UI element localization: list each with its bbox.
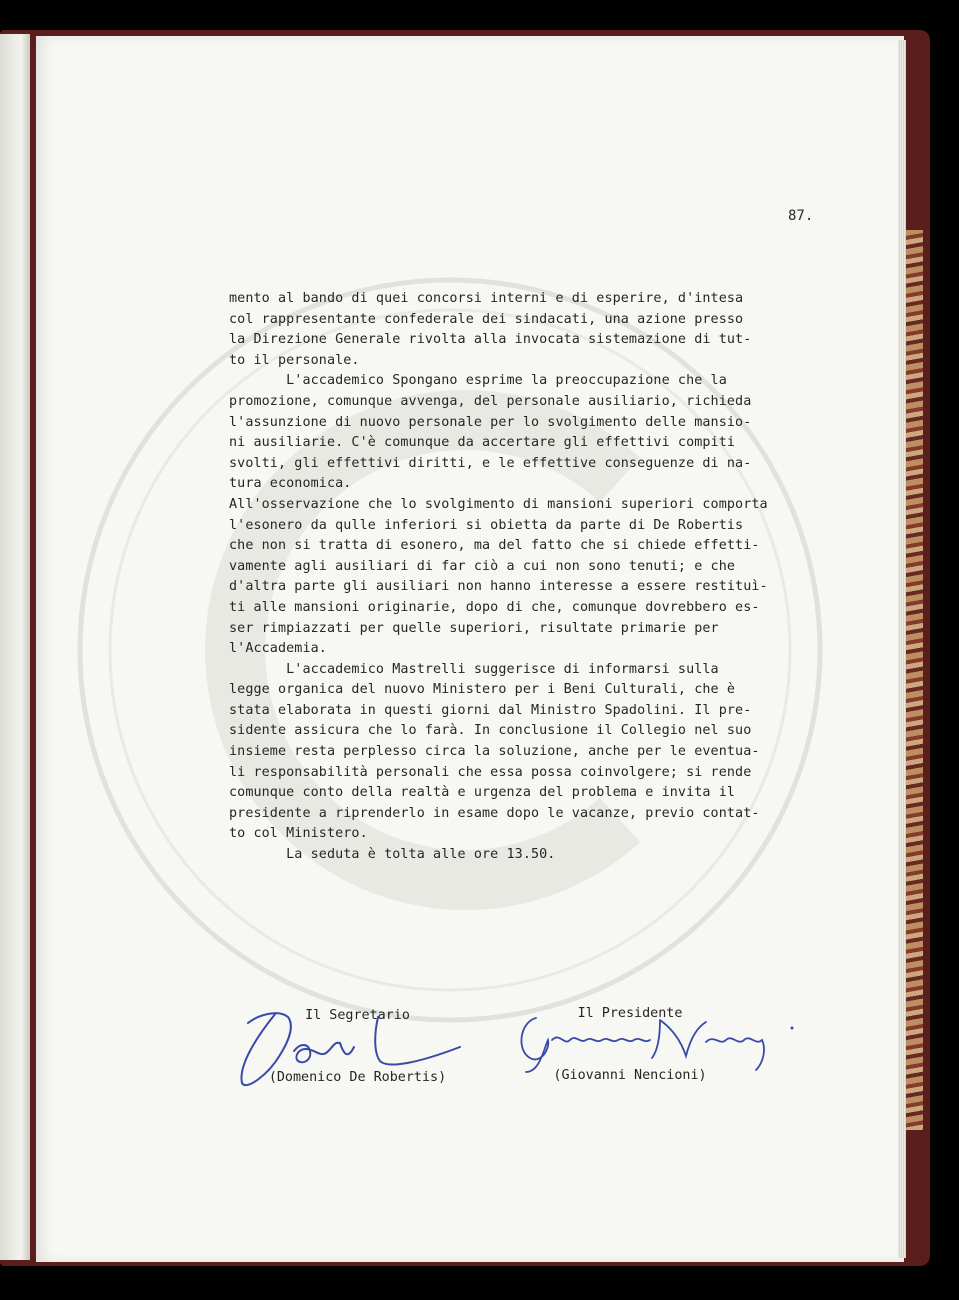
body-line: d'altra parte gli ausiliari non hanno interesse a essere restituì- <box>229 579 768 595</box>
body-line: L'accademico Spongano esprime la preoccupazione che la <box>229 373 727 389</box>
page-number: 87. <box>788 208 814 224</box>
secretary-name: (Domenico De Robertis) <box>268 1069 447 1085</box>
body-line: comunque conto della realtà e urgenza del problema e invita il <box>229 785 736 801</box>
body-line: li responsabilità personali che essa possa coinvolgere; si rende <box>229 764 752 780</box>
body-line: legge organica del nuovo Ministero per i Beni Culturali, che è <box>229 682 736 698</box>
body-line: promozione, comunque avvenga, del personale ausiliario, richieda <box>229 393 752 409</box>
body-line: presidente a riprenderlo in esame dopo le vacanze, previo contat- <box>229 805 760 821</box>
body-line: ser rimpiazzati per quelle superiori, risultate primarie per <box>229 620 719 636</box>
body-line: col rappresentante confederale dei sindacati, una azione presso <box>229 311 744 327</box>
body-line: insieme resta perplesso circa la soluzione, anche per le eventua- <box>229 744 760 760</box>
body-line: ti alle mansioni originarie, dopo di che, comunque dovrebbero es- <box>229 599 760 615</box>
marbled-endpaper <box>905 230 923 1130</box>
body-line: mento al bando di quei concorsi interni e di esperire, d'intesa <box>229 291 744 306</box>
president-signature-block <box>540 963 720 1107</box>
secretary-role: Il Segretario <box>305 1008 410 1024</box>
secretary-signature-block <box>255 965 460 1109</box>
body-text <box>229 289 829 866</box>
body-line: sidente assicura che lo farà. In conclusione il Collegio nel suo <box>229 723 752 739</box>
body-line: ni ausiliarie. C'è comunque da accertare gli effettivi compiti <box>229 435 736 451</box>
body-line: la Direzione Generale rivolta alla invocata sistemazione di tut- <box>229 332 752 348</box>
body-line: vamente agli ausiliari di far ciò a cui non sono tenuti; e che <box>229 558 736 574</box>
president-name: (Giovanni Nencioni) <box>553 1067 707 1083</box>
body-line: L'accademico Mastrelli suggerisce di informarsi sulla <box>229 661 719 677</box>
body-line: l'assunzione di nuovo personale per lo svolgimento delle mansio- <box>229 414 752 430</box>
body-line: to il personale. <box>229 352 360 368</box>
body-line: tura economica. <box>229 476 352 492</box>
body-line: stata elaborata in questi giorni dal Ministro Spadolini. Il pre- <box>229 702 752 718</box>
body-line: svolti, gli effettivi diritti, e le effettive conseguenze di na- <box>229 455 752 471</box>
page-stack-edge <box>898 40 906 1258</box>
president-role: Il Presidente <box>577 1006 683 1022</box>
body-line: l'Accademia. <box>229 641 327 657</box>
body-line: La seduta è tolta alle ore 13.50. <box>229 847 556 863</box>
left-page-edge <box>0 34 30 1260</box>
body-line: l'esonero da qulle inferiori si obietta da parte di De Robertis <box>229 517 744 533</box>
body-line: che non si tratta di esonero, ma del fatto che si chiede effetti- <box>229 538 760 554</box>
body-line: All'osservazione che lo svolgimento di mansioni superiori comporta <box>229 496 768 512</box>
body-line: to col Ministero. <box>229 826 368 842</box>
